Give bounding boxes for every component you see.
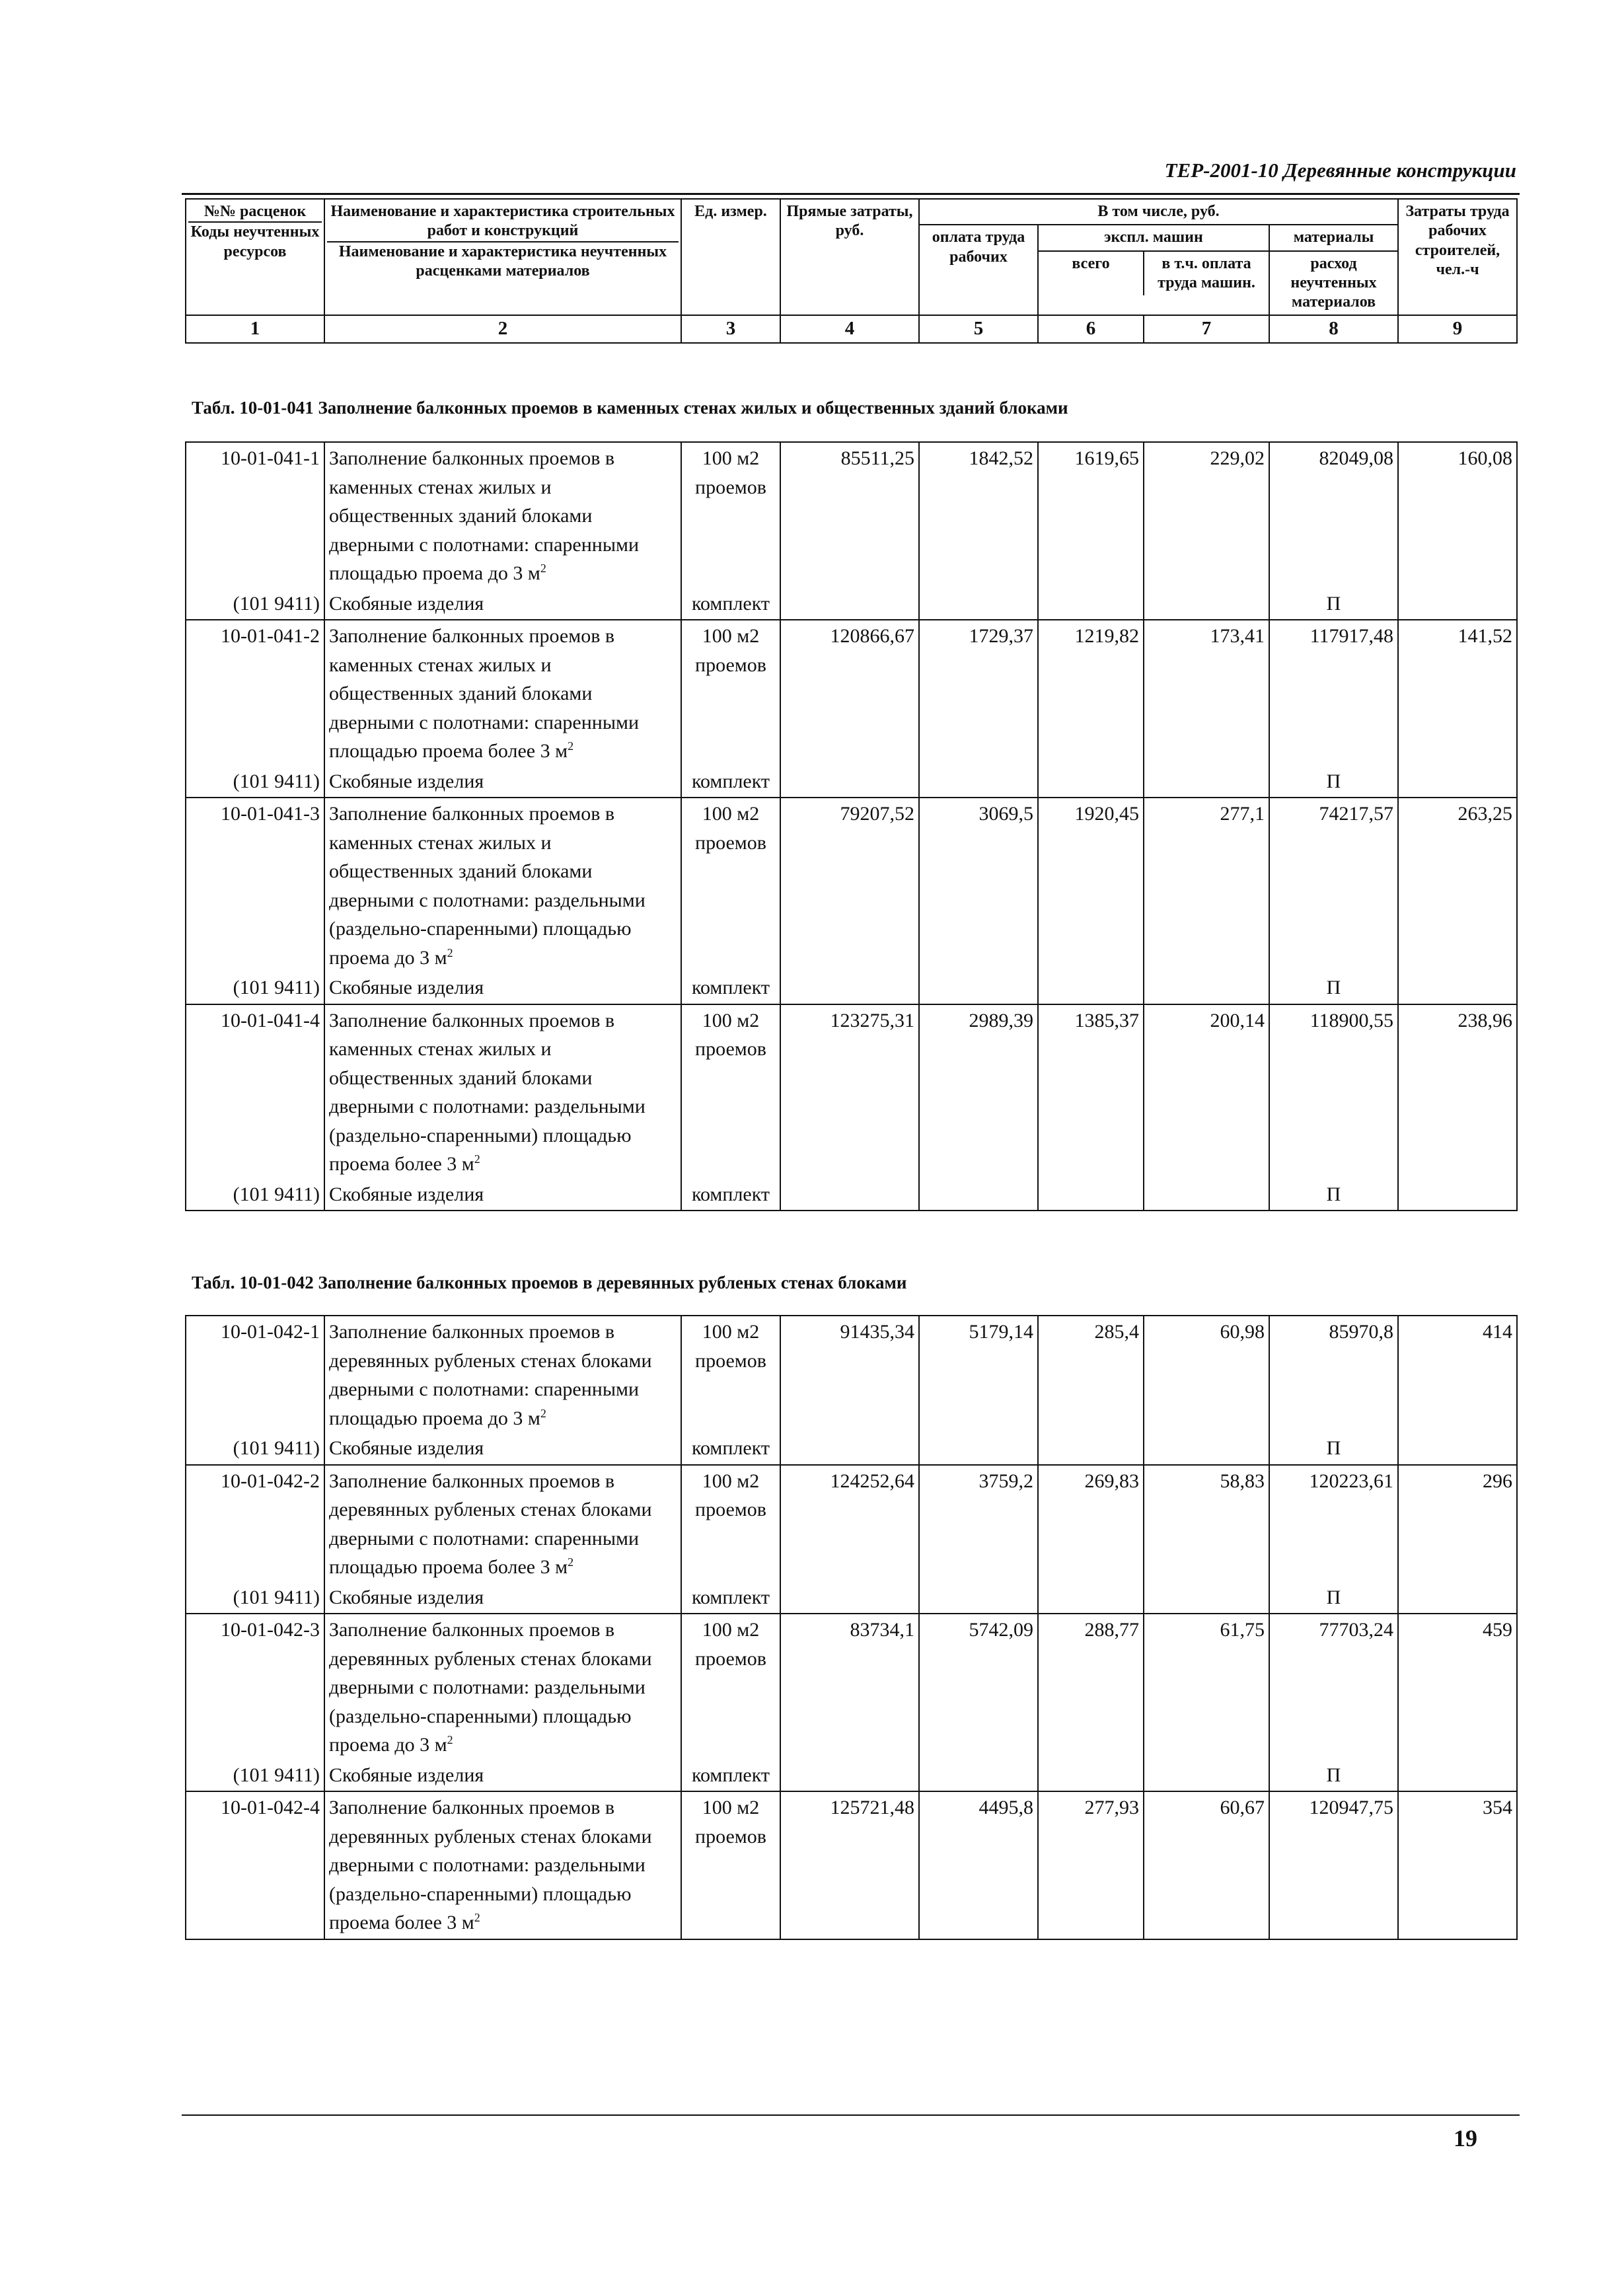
rate-direct: 124252,64 (780, 1465, 919, 1583)
empty-cell (1144, 1434, 1269, 1465)
table-caption: Табл. 10-01-042 Заполнение балконных проемов в деревянных рубленых стенах блоками (192, 1273, 907, 1292)
rate-name-sup: 2 (540, 562, 546, 575)
rate-unit: 100 м2 проемов (681, 1465, 780, 1583)
empty-cell (1144, 1761, 1269, 1792)
material-row (186, 767, 1517, 798)
empty-cell (780, 1761, 919, 1792)
rate-name (324, 620, 681, 767)
col-num: 4 (780, 315, 919, 342)
rate-name-text: Заполнение балконных проемов в каменных стенах жилых и общественных зданий блоками дверными с полотнами: спаренными площадью проема до 3 м (329, 447, 640, 584)
rate-name (324, 1004, 681, 1180)
rate-name (324, 1614, 681, 1761)
table-row (186, 1004, 1517, 1180)
resource-code: (101 9411) (186, 1761, 324, 1792)
rate-mach-labor: 277,1 (1144, 798, 1269, 973)
col-num: 7 (1144, 315, 1269, 342)
empty-cell (1398, 767, 1517, 798)
rate-direct: 85511,25 (780, 442, 919, 589)
rate-labor: 1729,37 (919, 620, 1038, 767)
col-num: 9 (1398, 315, 1517, 342)
table-row (186, 442, 1517, 589)
empty-cell (919, 589, 1038, 620)
table-row (186, 1316, 1517, 1434)
rate-name-text: Заполнение балконных проемов в деревянных рубленых стенах блоками дверными с полотнами: спаренными площадью проема более 3 м (329, 1470, 652, 1578)
rate-mach: 1219,82 (1038, 620, 1144, 767)
resource-consumption: П (1269, 767, 1398, 798)
resource-name: Скобяные изделия (324, 973, 681, 1004)
rate-direct: 120866,67 (780, 620, 919, 767)
resource-consumption: П (1269, 973, 1398, 1004)
rate-name-text: Заполнение балконных проемов в деревянных рубленых стенах блоками дверными с полотнами: спаренными площадью проема до 3 м (329, 1321, 652, 1429)
rate-code: 10-01-041-2 (186, 620, 324, 767)
rate-labor-cost: 296 (1398, 1465, 1517, 1583)
rate-mach: 285,4 (1038, 1316, 1144, 1434)
rate-labor: 3069,5 (919, 798, 1038, 973)
empty-cell (780, 1180, 919, 1211)
rate-mach-labor: 60,98 (1144, 1316, 1269, 1434)
resource-consumption: П (1269, 1434, 1398, 1465)
empty-cell (1038, 589, 1144, 620)
resource-name: Скобяные изделия (324, 589, 681, 620)
rate-name (324, 798, 681, 973)
empty-cell (919, 973, 1038, 1004)
rate-mach: 1920,45 (1038, 798, 1144, 973)
empty-cell (1398, 1180, 1517, 1211)
rate-materials: 118900,55 (1269, 1004, 1398, 1180)
rate-name-sup: 2 (447, 946, 453, 959)
empty-cell (919, 1180, 1038, 1211)
header-incl: В том числе, руб. (919, 199, 1398, 225)
header-labor-cost: Затраты труда рабочих строителей, чел.-ч (1398, 199, 1517, 315)
rate-labor-cost: 414 (1398, 1316, 1517, 1434)
column-header-table (185, 198, 1518, 344)
resource-code: (101 9411) (186, 1583, 324, 1614)
resource-code: (101 9411) (186, 1180, 324, 1211)
rate-mach-labor: 173,41 (1144, 620, 1269, 767)
rate-materials: 82049,08 (1269, 442, 1398, 589)
resource-name: Скобяные изделия (324, 1583, 681, 1614)
empty-cell (1038, 1180, 1144, 1211)
table-caption: Табл. 10-01-041 Заполнение балконных проемов в каменных стенах жилых и общественных зданий блоками (192, 398, 1068, 418)
material-row (186, 1434, 1517, 1465)
header-rule (182, 193, 1520, 195)
material-row (186, 1180, 1517, 1211)
header-unit: Ед. измер. (681, 199, 780, 315)
empty-cell (1144, 1180, 1269, 1211)
empty-cell (1038, 1434, 1144, 1465)
rate-mach-labor: 229,02 (1144, 442, 1269, 589)
empty-cell (780, 589, 919, 620)
rate-direct: 83734,1 (780, 1614, 919, 1761)
rate-name-sup: 2 (540, 1406, 546, 1420)
resource-code: (101 9411) (186, 589, 324, 620)
empty-cell (1038, 1583, 1144, 1614)
rate-labor: 5179,14 (919, 1316, 1038, 1434)
rate-materials: 74217,57 (1269, 798, 1398, 973)
rate-name (324, 442, 681, 589)
rate-name-sup: 2 (474, 1911, 480, 1924)
rate-unit: 100 м2 проемов (681, 1791, 780, 1939)
resource-unit: комплект (681, 1434, 780, 1465)
rate-name-text: Заполнение балконных проемов в деревянных рубленых стенах блоками дверными с полотнами: раздельными (раздельно-спаренными) площадью проема более 3 м (329, 1797, 652, 1933)
rate-unit: 100 м2 проемов (681, 798, 780, 973)
material-row (186, 973, 1517, 1004)
rate-code: 10-01-042-1 (186, 1316, 324, 1434)
rate-mach-labor: 60,67 (1144, 1791, 1269, 1939)
rate-labor: 2989,39 (919, 1004, 1038, 1180)
rate-name-text: Заполнение балконных проемов в деревянных рубленых стенах блоками дверными с полотнами: раздельными (раздельно-спаренными) площадью проема до 3 м (329, 1619, 652, 1756)
rates-table-042 (185, 1315, 1518, 1940)
table-row (186, 620, 1517, 767)
empty-cell (1398, 973, 1517, 1004)
empty-cell (919, 1761, 1038, 1792)
rate-code: 10-01-041-3 (186, 798, 324, 973)
rate-direct: 79207,52 (780, 798, 919, 973)
rate-name (324, 1316, 681, 1434)
resource-name: Скобяные изделия (324, 1761, 681, 1792)
rate-name-text: Заполнение балконных проемов в каменных стенах жилых и общественных зданий блоками дверными с полотнами: спаренными площадью проема более 3 м (329, 625, 640, 762)
empty-cell (1398, 1434, 1517, 1465)
rate-code: 10-01-041-1 (186, 442, 324, 589)
empty-cell (780, 973, 919, 1004)
empty-cell (780, 1434, 919, 1465)
rate-name-sup: 2 (474, 1152, 480, 1166)
header-code: №№ расценок Коды неучтенных ресурсов (186, 199, 324, 315)
col-num: 1 (186, 315, 324, 342)
header-name: Наименование и характеристика строительных работ и конструкций Наименование и характеристика неучтенных расценками материалов (324, 199, 681, 315)
resource-consumption: П (1269, 1180, 1398, 1211)
rate-labor: 4495,8 (919, 1791, 1038, 1939)
material-row (186, 1761, 1517, 1792)
col-num: 5 (919, 315, 1038, 342)
header-direct: Прямые затраты, руб. (780, 199, 919, 315)
table-row (186, 1791, 1517, 1939)
rate-unit: 100 м2 проемов (681, 1316, 780, 1434)
rate-mach: 1385,37 (1038, 1004, 1144, 1180)
resource-unit: комплект (681, 767, 780, 798)
rate-name-sup: 2 (447, 1733, 453, 1746)
rate-labor: 5742,09 (919, 1614, 1038, 1761)
resource-code: (101 9411) (186, 1434, 324, 1465)
running-header: ТЕР-2001-10 Деревянные конструкции (1164, 159, 1516, 182)
rate-labor-cost: 354 (1398, 1791, 1517, 1939)
empty-cell (1038, 973, 1144, 1004)
empty-cell (919, 1583, 1038, 1614)
rate-name (324, 1465, 681, 1583)
rate-labor-cost: 160,08 (1398, 442, 1517, 589)
rate-labor: 1842,52 (919, 442, 1038, 589)
rate-code: 10-01-042-3 (186, 1614, 324, 1761)
resource-name: Скобяные изделия (324, 1434, 681, 1465)
rate-mach-labor: 61,75 (1144, 1614, 1269, 1761)
rate-labor-cost: 238,96 (1398, 1004, 1517, 1180)
table-row (186, 1465, 1517, 1583)
resource-consumption: П (1269, 1583, 1398, 1614)
header-machines: экспл. машин всего в т.ч. оплата труда машин. (1038, 225, 1269, 315)
header-materials: материалы расход неучтенных материалов (1269, 225, 1398, 315)
rate-name-sup: 2 (568, 1555, 574, 1569)
rate-labor: 3759,2 (919, 1465, 1038, 1583)
rate-materials: 85970,8 (1269, 1316, 1398, 1434)
empty-cell (1398, 1583, 1517, 1614)
resource-unit: комплект (681, 973, 780, 1004)
empty-cell (919, 1434, 1038, 1465)
empty-cell (1144, 589, 1269, 620)
rate-labor-cost: 263,25 (1398, 798, 1517, 973)
rate-materials: 77703,24 (1269, 1614, 1398, 1761)
rate-mach: 1619,65 (1038, 442, 1144, 589)
rate-materials: 120223,61 (1269, 1465, 1398, 1583)
resource-unit: комплект (681, 589, 780, 620)
rate-mach: 269,83 (1038, 1465, 1144, 1583)
resource-code: (101 9411) (186, 767, 324, 798)
rate-name-text: Заполнение балконных проемов в каменных стенах жилых и общественных зданий блоками дверными с полотнами: раздельными (раздельно-спаренными) площадью проема более 3 м (329, 1009, 646, 1175)
rate-name-text: Заполнение балконных проемов в каменных стенах жилых и общественных зданий блоками дверными с полотнами: раздельными (раздельно-спаренными) площадью проема до 3 м (329, 803, 646, 969)
rate-mach-labor: 58,83 (1144, 1465, 1269, 1583)
resource-consumption: П (1269, 589, 1398, 620)
material-row (186, 1583, 1517, 1614)
empty-cell (1038, 1761, 1144, 1792)
table-row (186, 1614, 1517, 1761)
header-labor: оплата труда рабочих (919, 225, 1038, 315)
rate-labor-cost: 459 (1398, 1614, 1517, 1761)
resource-unit: комплект (681, 1180, 780, 1211)
rate-unit: 100 м2 проемов (681, 1614, 780, 1761)
rate-code: 10-01-042-4 (186, 1791, 324, 1939)
empty-cell (1038, 767, 1144, 798)
empty-cell (919, 767, 1038, 798)
page-number: 19 (1454, 2125, 1477, 2151)
rates-table-041 (185, 441, 1518, 1211)
col-num: 8 (1269, 315, 1398, 342)
rate-name-sup: 2 (568, 739, 574, 753)
resource-consumption: П (1269, 1761, 1398, 1792)
table-row (186, 798, 1517, 973)
rate-unit: 100 м2 проемов (681, 1004, 780, 1180)
resource-code: (101 9411) (186, 973, 324, 1004)
empty-cell (1144, 767, 1269, 798)
empty-cell (780, 1583, 919, 1614)
rate-mach: 277,93 (1038, 1791, 1144, 1939)
rate-direct: 91435,34 (780, 1316, 919, 1434)
rate-materials: 120947,75 (1269, 1791, 1398, 1939)
col-num: 2 (324, 315, 681, 342)
rate-unit: 100 м2 проемов (681, 442, 780, 589)
col-num: 3 (681, 315, 780, 342)
resource-unit: комплект (681, 1761, 780, 1792)
column-number-row (186, 315, 1517, 342)
empty-cell (1144, 1583, 1269, 1614)
rate-code: 10-01-042-2 (186, 1465, 324, 1583)
rate-direct: 123275,31 (780, 1004, 919, 1180)
resource-unit: комплект (681, 1583, 780, 1614)
rate-code: 10-01-041-4 (186, 1004, 324, 1180)
rate-mach: 288,77 (1038, 1614, 1144, 1761)
rate-unit: 100 м2 проемов (681, 620, 780, 767)
empty-cell (780, 767, 919, 798)
empty-cell (1398, 589, 1517, 620)
col-num: 6 (1038, 315, 1144, 342)
rate-mach-labor: 200,14 (1144, 1004, 1269, 1180)
resource-name: Скобяные изделия (324, 1180, 681, 1211)
rate-materials: 117917,48 (1269, 620, 1398, 767)
rate-direct: 125721,48 (780, 1791, 919, 1939)
rate-name (324, 1791, 681, 1939)
rate-labor-cost: 141,52 (1398, 620, 1517, 767)
footer-rule (182, 2114, 1520, 2116)
resource-name: Скобяные изделия (324, 767, 681, 798)
material-row (186, 589, 1517, 620)
empty-cell (1144, 973, 1269, 1004)
empty-cell (1398, 1761, 1517, 1792)
